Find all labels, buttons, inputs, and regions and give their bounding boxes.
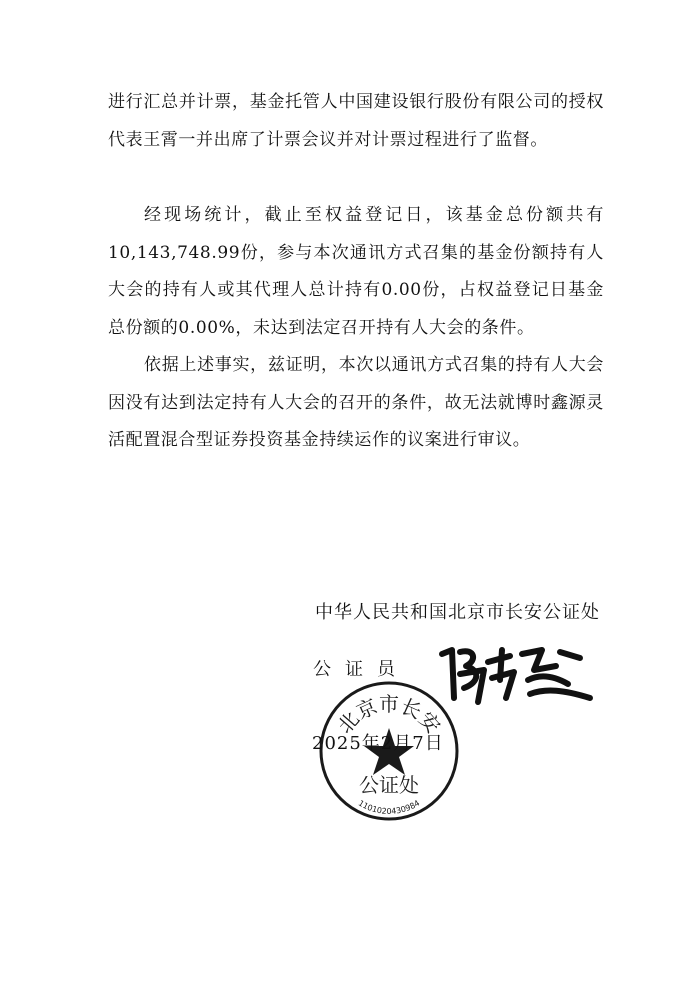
notary-office-name: 中华人民共和国北京市长安公证处	[315, 602, 600, 623]
seal-top-text: 北京市长安	[332, 692, 446, 738]
body-paragraph-3: 依据上述事实，兹证明，本次以通讯方式召集的持有人大会因没有达到法定持有人大会的召开的条件，故无法就博时鑫源灵活配置混合型证券投资基金持续运作的议案进行审议。	[108, 355, 604, 450]
notary-role-label: 公证员	[313, 659, 409, 680]
body-paragraph-2: 经现场统计，截止至权益登记日，该基金总份额共有10,143,748.99份，参与本次通讯方式召集的基金份额持有人大会的持有人或其代理人总计持有0.00份，占权益登记日基金总份额的0.00%，未达到法定召开持有人大会的条件。	[108, 205, 604, 338]
body-paragraph-1: 进行汇总并计票，基金托管人中国建设银行股份有限公司的授权代表王霄一并出席了计票会议并对计票过程进行了监督。	[108, 92, 604, 150]
document-date: 2025年2月7日	[312, 733, 444, 754]
seal-bottom-text: 公证处	[359, 773, 419, 797]
seal-number: 1101020430984	[356, 798, 422, 816]
